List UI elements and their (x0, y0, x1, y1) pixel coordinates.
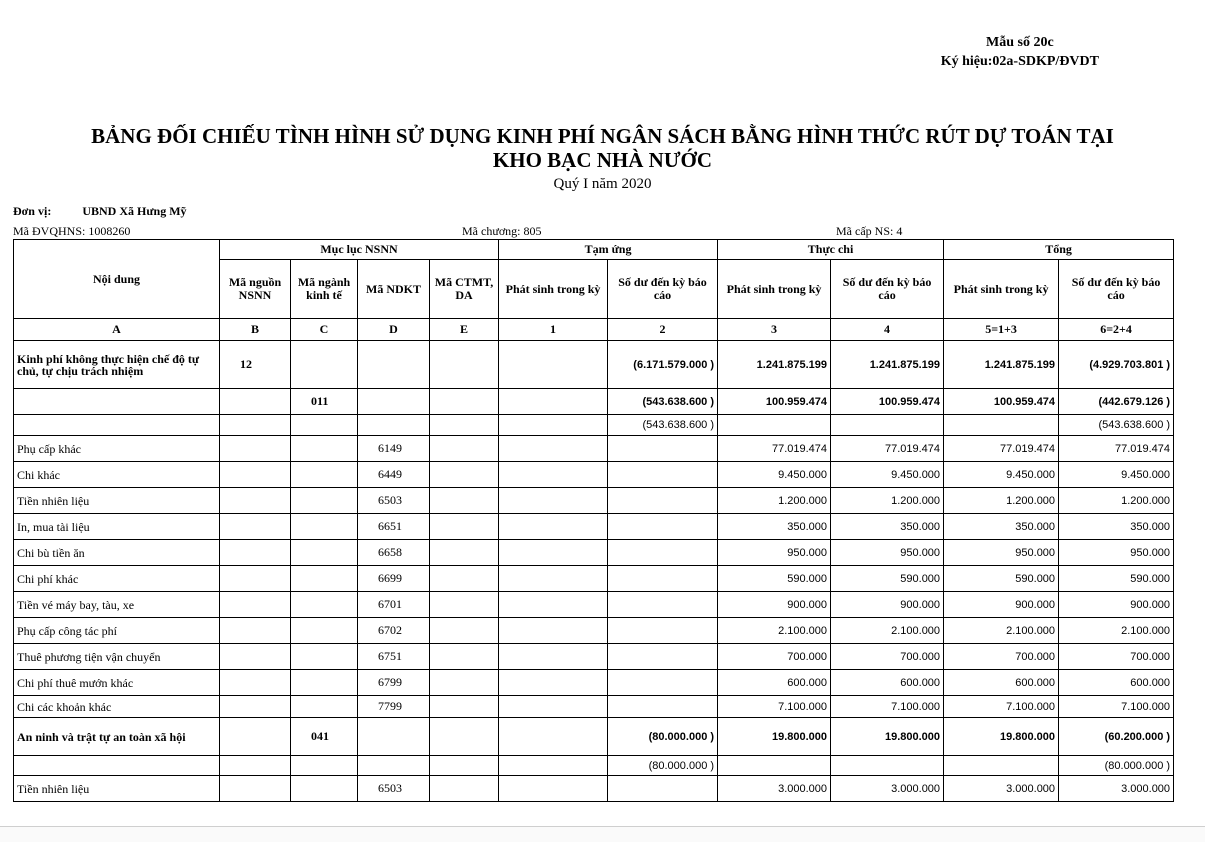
row-phat-sinh-tong: 1.200.000 (944, 488, 1059, 514)
row-so-du-thuc-chi: 3.000.000 (831, 776, 944, 802)
row-content: Kinh phí không thực hiện chế độ tự chủ, tự chịu trách nhiệm (14, 341, 220, 389)
row-ma-ndkt: 6149 (358, 436, 430, 462)
page-bottom-edge (0, 826, 1205, 842)
row-so-du-tong: 700.000 (1059, 644, 1174, 670)
row-phat-sinh-tong: 900.000 (944, 592, 1059, 618)
row-phat-sinh-thuc-chi: 3.000.000 (718, 776, 831, 802)
chapter-code: Mã chương: 805 (462, 224, 542, 238)
row-so-du-tam-ung: (543.638.600 ) (608, 415, 718, 436)
row-so-du-tam-ung (608, 618, 718, 644)
row-so-du-thuc-chi: 900.000 (831, 592, 944, 618)
row-phat-sinh-tong: 9.450.000 (944, 462, 1059, 488)
row-so-du-tong: 590.000 (1059, 566, 1174, 592)
row-phat-sinh-tam-ung (499, 696, 608, 718)
col-group-thuc-chi: Thực chi (718, 240, 944, 260)
row-phat-sinh-thuc-chi: 350.000 (718, 514, 831, 540)
row-ma-nganh (291, 670, 358, 696)
form-code (941, 33, 1099, 71)
row-so-du-tong: 350.000 (1059, 514, 1174, 540)
row-content (14, 415, 220, 436)
row-ma-ctmt (430, 514, 499, 540)
row-ma-nganh: 011 (291, 389, 358, 415)
row-ma-ndkt: 6699 (358, 566, 430, 592)
column-index-cell: 4 (831, 319, 944, 341)
row-ma-ndkt: 6503 (358, 776, 430, 802)
row-so-du-thuc-chi: 9.450.000 (831, 462, 944, 488)
row-ma-ctmt (430, 415, 499, 436)
row-content: Chi phí khác (14, 566, 220, 592)
table-row (14, 415, 1174, 436)
table-row (14, 488, 1174, 514)
row-ma-ctmt (430, 488, 499, 514)
row-phat-sinh-tong: 350.000 (944, 514, 1059, 540)
row-phat-sinh-tam-ung (499, 514, 608, 540)
row-so-du-thuc-chi: 1.200.000 (831, 488, 944, 514)
row-ma-ctmt (430, 436, 499, 462)
row-content: Chi các khoản khác (14, 696, 220, 718)
row-phat-sinh-thuc-chi: 9.450.000 (718, 462, 831, 488)
col-ma-ctmt: Mã CTMT, DA (430, 260, 499, 319)
row-so-du-tam-ung: (80.000.000 ) (608, 756, 718, 776)
row-phat-sinh-tong: 1.241.875.199 (944, 341, 1059, 389)
row-phat-sinh-thuc-chi: 100.959.474 (718, 389, 831, 415)
budget-level-code: Mã cấp NS: 4 (836, 224, 903, 238)
row-ma-nganh (291, 436, 358, 462)
row-phat-sinh-thuc-chi: 7.100.000 (718, 696, 831, 718)
col-group-tong: Tổng (944, 240, 1174, 260)
row-so-du-thuc-chi: 350.000 (831, 514, 944, 540)
row-phat-sinh-tam-ung (499, 389, 608, 415)
row-so-du-tong: 9.450.000 (1059, 462, 1174, 488)
row-ma-ndkt: 6651 (358, 514, 430, 540)
row-phat-sinh-tam-ung (499, 415, 608, 436)
row-so-du-tam-ung (608, 488, 718, 514)
row-content: Tiền nhiên liệu (14, 488, 220, 514)
row-ma-nguon: 12 (220, 341, 291, 389)
row-ma-nguon (220, 644, 291, 670)
row-content: Chi phí thuê mướn khác (14, 670, 220, 696)
row-so-du-thuc-chi: 600.000 (831, 670, 944, 696)
col-phat-sinh-thuc-chi: Phát sinh trong kỳ (718, 260, 831, 319)
row-content: Tiền vé máy bay, tàu, xe (14, 592, 220, 618)
row-so-du-tong: 77.019.474 (1059, 436, 1174, 462)
row-so-du-thuc-chi (831, 415, 944, 436)
table-row (14, 718, 1174, 756)
col-so-du-thuc-chi: Số dư đến kỳ báo cáo (831, 260, 944, 319)
table-row (14, 566, 1174, 592)
row-content: Thuê phương tiện vận chuyển (14, 644, 220, 670)
table-row (14, 776, 1174, 802)
table-row (14, 462, 1174, 488)
form-symbol: Ký hiệu:02a-SDKP/ĐVDT (940, 54, 1099, 69)
row-phat-sinh-thuc-chi: 77.019.474 (718, 436, 831, 462)
row-phat-sinh-thuc-chi (718, 415, 831, 436)
row-ma-ctmt (430, 592, 499, 618)
row-so-du-tong: (60.200.000 ) (1059, 718, 1174, 756)
row-ma-nguon (220, 514, 291, 540)
row-ma-nganh (291, 592, 358, 618)
row-ma-ndkt: 6658 (358, 540, 430, 566)
row-so-du-tong: (442.679.126 ) (1059, 389, 1174, 415)
row-phat-sinh-tong: 3.000.000 (944, 776, 1059, 802)
row-phat-sinh-tong: 19.800.000 (944, 718, 1059, 756)
row-ma-nguon (220, 776, 291, 802)
row-ma-nganh (291, 462, 358, 488)
row-so-du-tam-ung: (543.638.600 ) (608, 389, 718, 415)
row-ma-nganh (291, 415, 358, 436)
row-phat-sinh-thuc-chi: 19.800.000 (718, 718, 831, 756)
row-phat-sinh-thuc-chi: 590.000 (718, 566, 831, 592)
row-content: Chi khác (14, 462, 220, 488)
column-index-cell: 6=2+4 (1059, 319, 1174, 341)
col-so-du-tam-ung: Số dư đến kỳ báo cáo (608, 260, 718, 319)
row-ma-ndkt: 6449 (358, 462, 430, 488)
row-phat-sinh-tong: 7.100.000 (944, 696, 1059, 718)
title-line-1: BẢNG ĐỐI CHIẾU TÌNH HÌNH SỬ DỤNG KINH PHÍ NGÂN SÁCH BẰNG HÌNH THỨC RÚT DỰ TOÁN TẠI (91, 124, 1114, 148)
row-phat-sinh-tam-ung (499, 756, 608, 776)
table-row (14, 618, 1174, 644)
table-row (14, 696, 1174, 718)
row-phat-sinh-tam-ung (499, 618, 608, 644)
row-ma-nganh (291, 696, 358, 718)
row-content (14, 756, 220, 776)
row-phat-sinh-thuc-chi: 950.000 (718, 540, 831, 566)
row-so-du-tong: (543.638.600 ) (1059, 415, 1174, 436)
row-ma-ctmt (430, 540, 499, 566)
row-phat-sinh-tong: 600.000 (944, 670, 1059, 696)
row-so-du-tam-ung (608, 462, 718, 488)
row-ma-nganh (291, 566, 358, 592)
row-phat-sinh-tam-ung (499, 566, 608, 592)
row-ma-ctmt (430, 776, 499, 802)
row-ma-nguon (220, 389, 291, 415)
row-ma-ctmt (430, 566, 499, 592)
row-ma-nguon (220, 415, 291, 436)
table-row (14, 436, 1174, 462)
row-content: In, mua tài liệu (14, 514, 220, 540)
row-ma-nguon (220, 462, 291, 488)
row-so-du-tong: 3.000.000 (1059, 776, 1174, 802)
column-index-cell: B (220, 319, 291, 341)
row-ma-ndkt: 6701 (358, 592, 430, 618)
row-ma-nganh (291, 514, 358, 540)
row-ma-nganh: 041 (291, 718, 358, 756)
report-title (0, 124, 1205, 172)
column-index-row (14, 319, 1174, 341)
row-ma-ctmt (430, 718, 499, 756)
row-ma-nguon (220, 696, 291, 718)
row-ma-ndkt: 6503 (358, 488, 430, 514)
row-ma-ctmt (430, 341, 499, 389)
col-content: Nội dung (14, 240, 220, 319)
row-phat-sinh-tong: 77.019.474 (944, 436, 1059, 462)
row-ma-nguon (220, 488, 291, 514)
row-ma-ndkt (358, 389, 430, 415)
row-ma-ndkt: 6702 (358, 618, 430, 644)
row-phat-sinh-tong: 590.000 (944, 566, 1059, 592)
row-phat-sinh-tam-ung (499, 718, 608, 756)
row-so-du-tong: 950.000 (1059, 540, 1174, 566)
column-index-cell: 3 (718, 319, 831, 341)
row-content: An ninh và trật tự an toàn xã hội (14, 718, 220, 756)
row-content: Tiền nhiên liệu (14, 776, 220, 802)
column-index-cell: E (430, 319, 499, 341)
row-ma-ctmt (430, 644, 499, 670)
col-phat-sinh-tong: Phát sinh trong kỳ (944, 260, 1059, 319)
row-phat-sinh-thuc-chi (718, 756, 831, 776)
row-phat-sinh-tam-ung (499, 436, 608, 462)
row-content: Phụ cấp khác (14, 436, 220, 462)
row-ma-ndkt: 7799 (358, 696, 430, 718)
row-phat-sinh-thuc-chi: 700.000 (718, 644, 831, 670)
form-number: Mẫu số 20c (986, 35, 1054, 50)
row-ma-nganh (291, 618, 358, 644)
row-ma-ndkt (358, 756, 430, 776)
row-phat-sinh-thuc-chi: 600.000 (718, 670, 831, 696)
row-so-du-thuc-chi: 590.000 (831, 566, 944, 592)
row-ma-ndkt (358, 718, 430, 756)
row-content: Chi bù tiền ăn (14, 540, 220, 566)
row-so-du-thuc-chi: 77.019.474 (831, 436, 944, 462)
row-ma-ctmt (430, 696, 499, 718)
col-ma-ndkt: Mã NDKT (358, 260, 430, 319)
row-phat-sinh-thuc-chi: 2.100.000 (718, 618, 831, 644)
table-row (14, 756, 1174, 776)
row-so-du-thuc-chi: 7.100.000 (831, 696, 944, 718)
row-so-du-thuc-chi: 1.241.875.199 (831, 341, 944, 389)
row-so-du-thuc-chi: 700.000 (831, 644, 944, 670)
row-so-du-thuc-chi (831, 756, 944, 776)
row-so-du-tam-ung (608, 696, 718, 718)
title-line-2: KHO BẠC NHÀ NƯỚC (492, 148, 713, 172)
row-so-du-tong: (4.929.703.801 ) (1059, 341, 1174, 389)
row-phat-sinh-tong (944, 415, 1059, 436)
column-index-cell: 5=1+3 (944, 319, 1059, 341)
row-ma-nganh (291, 341, 358, 389)
row-so-du-tam-ung (608, 776, 718, 802)
row-ma-ndkt (358, 415, 430, 436)
row-so-du-thuc-chi: 950.000 (831, 540, 944, 566)
row-ma-nguon (220, 540, 291, 566)
row-so-du-tong: 900.000 (1059, 592, 1174, 618)
row-so-du-tong: (80.000.000 ) (1059, 756, 1174, 776)
row-phat-sinh-tong (944, 756, 1059, 776)
row-ma-ctmt (430, 389, 499, 415)
reconciliation-table (13, 239, 1174, 802)
row-so-du-tong: 600.000 (1059, 670, 1174, 696)
row-ma-nganh (291, 488, 358, 514)
column-index-cell: 2 (608, 319, 718, 341)
row-ma-ndkt (358, 341, 430, 389)
row-ma-ndkt: 6799 (358, 670, 430, 696)
row-so-du-tam-ung (608, 436, 718, 462)
col-so-du-tong: Số dư đến kỳ báo cáo (1059, 260, 1174, 319)
row-phat-sinh-tam-ung (499, 592, 608, 618)
table-row (14, 341, 1174, 389)
column-index-cell: C (291, 319, 358, 341)
table-row (14, 389, 1174, 415)
row-ma-ctmt (430, 462, 499, 488)
row-phat-sinh-tam-ung (499, 644, 608, 670)
row-so-du-thuc-chi: 100.959.474 (831, 389, 944, 415)
row-so-du-thuc-chi: 19.800.000 (831, 718, 944, 756)
row-ma-nganh (291, 644, 358, 670)
row-phat-sinh-tam-ung (499, 776, 608, 802)
row-so-du-tong: 7.100.000 (1059, 696, 1174, 718)
row-ma-ctmt (430, 756, 499, 776)
row-ma-nguon (220, 436, 291, 462)
row-phat-sinh-tong: 700.000 (944, 644, 1059, 670)
row-phat-sinh-thuc-chi: 1.200.000 (718, 488, 831, 514)
row-ma-nguon (220, 618, 291, 644)
row-so-du-tong: 1.200.000 (1059, 488, 1174, 514)
row-content (14, 389, 220, 415)
table-row (14, 592, 1174, 618)
row-so-du-thuc-chi: 2.100.000 (831, 618, 944, 644)
row-so-du-tam-ung (608, 514, 718, 540)
row-ma-nguon (220, 566, 291, 592)
table-row (14, 670, 1174, 696)
row-ma-ctmt (430, 670, 499, 696)
row-ma-nganh (291, 756, 358, 776)
row-ma-nguon (220, 756, 291, 776)
row-ma-nganh (291, 540, 358, 566)
row-phat-sinh-tong: 2.100.000 (944, 618, 1059, 644)
row-so-du-tam-ung: (80.000.000 ) (608, 718, 718, 756)
row-phat-sinh-tam-ung (499, 540, 608, 566)
column-index-cell: A (14, 319, 220, 341)
col-group-muc-luc: Mục lục NSNN (220, 240, 499, 260)
row-so-du-tam-ung (608, 670, 718, 696)
row-ma-nguon (220, 718, 291, 756)
row-phat-sinh-tam-ung (499, 488, 608, 514)
row-phat-sinh-tam-ung (499, 670, 608, 696)
table-row (14, 514, 1174, 540)
col-group-tam-ung: Tạm ứng (499, 240, 718, 260)
col-ma-nganh: Mã ngành kinh tế (291, 260, 358, 319)
column-index-cell: D (358, 319, 430, 341)
column-index-cell: 1 (499, 319, 608, 341)
unit-info (13, 204, 187, 218)
row-so-du-tam-ung (608, 592, 718, 618)
row-content: Phụ cấp công tác phí (14, 618, 220, 644)
row-so-du-tam-ung (608, 644, 718, 670)
row-ma-nguon (220, 592, 291, 618)
row-ma-ctmt (430, 618, 499, 644)
row-phat-sinh-tam-ung (499, 341, 608, 389)
row-phat-sinh-thuc-chi: 1.241.875.199 (718, 341, 831, 389)
row-ma-nganh (291, 776, 358, 802)
row-so-du-tam-ung (608, 540, 718, 566)
row-ma-nguon (220, 670, 291, 696)
row-ma-ndkt: 6751 (358, 644, 430, 670)
table-row (14, 644, 1174, 670)
row-so-du-tam-ung (608, 566, 718, 592)
row-phat-sinh-tam-ung (499, 462, 608, 488)
col-ma-nguon: Mã nguồn NSNN (220, 260, 291, 319)
report-period: Quý I năm 2020 (553, 176, 652, 192)
unit-value: UBND Xã Hưng Mỹ (82, 204, 187, 218)
row-so-du-tong: 2.100.000 (1059, 618, 1174, 644)
col-phat-sinh-tam-ung: Phát sinh trong kỳ (499, 260, 608, 319)
row-so-du-tam-ung: (6.171.579.000 ) (608, 341, 718, 389)
row-phat-sinh-thuc-chi: 900.000 (718, 592, 831, 618)
dvqhns-code: Mã ĐVQHNS: 1008260 (13, 224, 131, 238)
unit-label: Đơn vị: (13, 204, 52, 218)
row-phat-sinh-tong: 100.959.474 (944, 389, 1059, 415)
table-row (14, 540, 1174, 566)
row-phat-sinh-tong: 950.000 (944, 540, 1059, 566)
